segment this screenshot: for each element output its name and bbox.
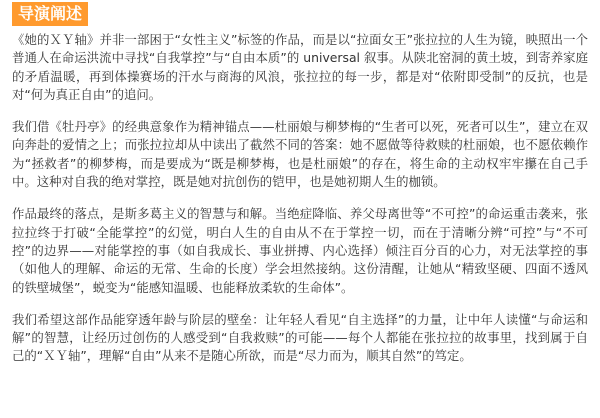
section-title: 导演阐述 (12, 2, 88, 26)
paragraph-peony-pavilion: 我们借《牡丹亭》的经典意象作为精神锚点——杜丽娘与柳梦梅的“生者可以死，死者可以生”，建立在双向奔赴的爱情之上；而张拉拉却从中读出了截然不同的答案：她不愿做等待救赎的杜丽娘，也不愿依赖作为“拯救者”的柳梦梅，而是要成为“既是柳梦梅，也是杜丽娘”的存在，将生命的主动权牢牢攥在自己手中。这种对自我的绝对掌控，既是她对抗创伤的铠甲，也是她初期人生的枷锁。 (12, 119, 588, 190)
paragraph-intro: 《她的ＸＹ轴》并非一部困于“女性主义”标签的作品，而是以“拉面女王”张拉拉的人生为镜，映照出一个普通人在命运洪流中寻找“自我掌控”与“自由本质”的 universal 叙事。从陕北窑洞的黄土坡，到寄养家庭的矛盾温暖，再到体操赛场的汗水与商海的风浪，张拉拉的每一步，都是对“依附即受制”的反抗，也是对“何为真正自由”的追问。 (12, 32, 588, 102)
paragraph-hope: 我们希望这部作品能穿透年龄与阶层的壁垒：让年轻人看见“自主选择”的力量，让中年人读懂“与命运和解”的智慧，让经历过创伤的人感受到“自我救赎”的可能——每个人都能在张拉拉的故事里，找到属于自己的“ＸＹ轴”，理解“自由”从来不是随心所欲，而是“尽力而为，顺其自然”的笃定。 (12, 311, 588, 364)
paragraph-stoicism: 作品最终的落点，是斯多葛主义的智慧与和解。当绝症降临、养父母离世等“不可控”的命运重击袭来，张拉拉终于打破“全能掌控”的幻觉，明白人生的自由从不在于掌控一切，而在于清晰分辨“可控”与“不可控”的边界——对能掌控的事（如自我成长、事业拼搏、内心选择）倾注百分百的心力，对无法掌控的事（如他人的理解、命运的无常、生命的长度）学会坦然接纳。这份清醒，让她从“精致坚硬、四面不透风的铁壁城堡”，蜕变为“能感知温暖、也能释放柔软的生命体”。 (12, 206, 588, 295)
